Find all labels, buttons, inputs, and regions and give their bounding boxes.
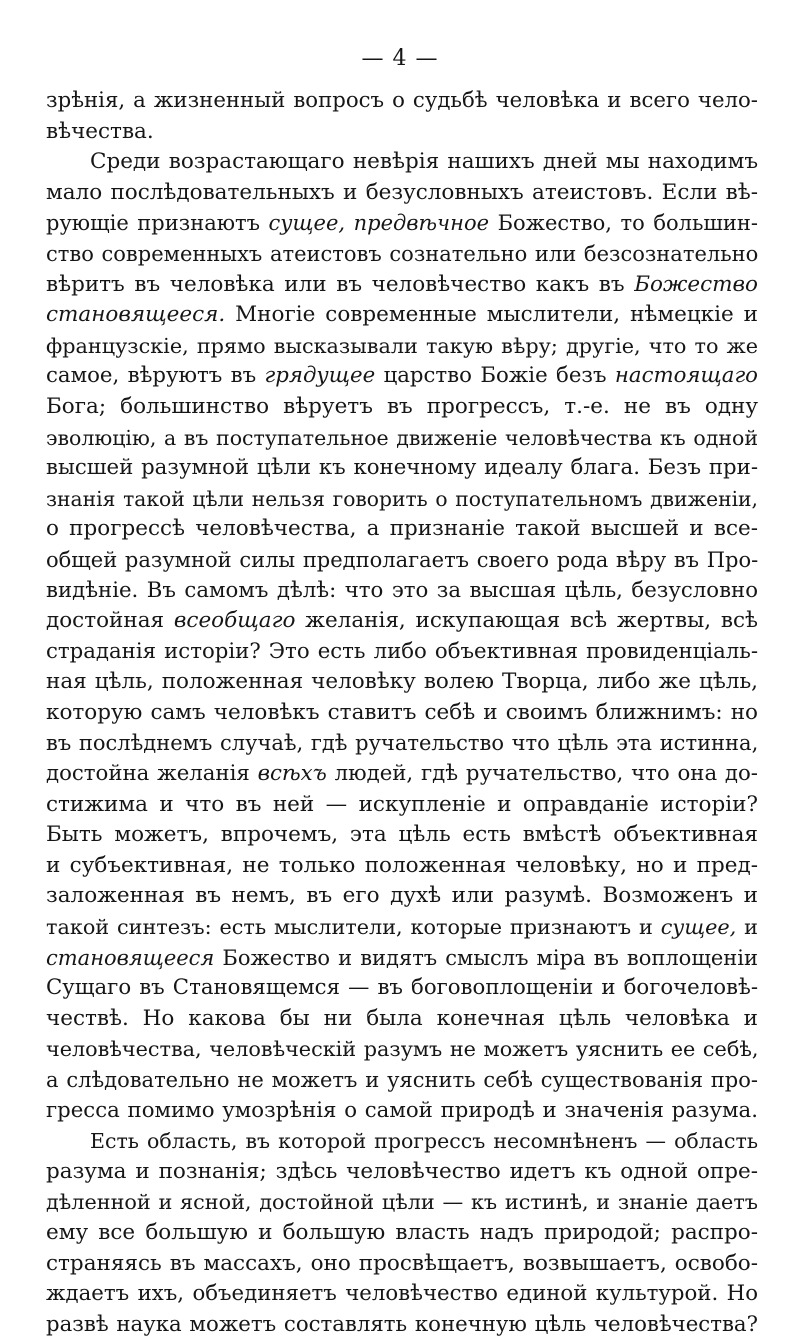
text-line (46, 361, 758, 392)
text-line (46, 178, 758, 209)
text-run: страняясь въ массахъ, оно просвѣщаетъ, возвышаетъ, освобо- (46, 1250, 758, 1276)
text-run: которую самъ человѣкъ ставитъ себѣ и своимъ ближнимъ: но (46, 699, 758, 725)
text-line (46, 698, 758, 729)
italic-text: всѣхъ (257, 761, 327, 787)
text-line (46, 300, 758, 331)
text-line (46, 1187, 758, 1218)
text-run: Быть можетъ, впрочемъ, эта цѣль есть вмѣстѣ объективная (46, 822, 758, 848)
text-run: такой синтезъ: есть мыслители, которые признаютъ и (46, 915, 661, 940)
text-line (46, 1157, 758, 1188)
text-run: о прогрессѣ человѣчества, а признаніе такой высшей и все- (46, 516, 758, 542)
text-run: ная цѣль, положенная человѣку волею Творца, либо же цѣль, (46, 669, 758, 695)
text-run: дѣленной и ясной, достойной цѣли — къ истинѣ, и знаніе даетъ (46, 1190, 758, 1215)
text-line (46, 514, 758, 545)
text-line (46, 147, 758, 178)
text-line (46, 208, 758, 239)
text-line (46, 1126, 758, 1157)
body-text (46, 86, 758, 1340)
italic-text: сущее, предвѣчное (268, 211, 490, 236)
text-run: желанія, искупающая всѣ жертвы, всѣ (295, 608, 758, 634)
text-run: заложенная въ немъ, въ его духѣ или разумѣ. Возможенъ и (46, 883, 758, 909)
text-run: Многіе современные мыслители, нѣмецкіе и (225, 302, 758, 328)
text-line (46, 239, 758, 270)
text-run: разума и познанія; здѣсь человѣчество идетъ къ одной опре- (46, 1158, 758, 1184)
italic-text: Божество (634, 271, 758, 297)
italic-text: всеобщаго (173, 608, 296, 634)
paragraph (46, 1126, 758, 1340)
text-run: французскіе, прямо высказывали такую вѣру; другіе, что то же (46, 333, 758, 358)
text-line (46, 973, 758, 1004)
text-line (46, 1096, 758, 1127)
text-run: а слѣдовательно не можетъ и уяснить себѣ существованія про- (46, 1068, 758, 1092)
italic-text: настоящаго (614, 363, 758, 389)
text-line (46, 576, 758, 607)
text-line (46, 117, 758, 148)
text-run: рующіе признаютъ (46, 211, 269, 236)
text-line (46, 1034, 758, 1065)
text-line (46, 86, 758, 117)
text-run: и (736, 915, 758, 940)
text-run: вѣчества. (46, 118, 154, 144)
text-line (46, 331, 758, 362)
text-line (46, 881, 758, 912)
text-line (46, 1310, 758, 1340)
text-run: видѣніе. Въ самомъ дѣлѣ: что это за высшая цѣль, безусловно (46, 577, 758, 603)
text-run: Божество и видятъ смыслъ міра въ воплощеніи (214, 945, 758, 970)
text-run: Бога; большинство вѣруетъ въ прогрессъ, т.-е. не въ одну (46, 393, 758, 419)
text-run: эволюцію, а въ поступательное движеніе человѣчества къ одной (46, 425, 758, 450)
text-line (46, 728, 758, 759)
paragraph (46, 147, 758, 1126)
text-line (46, 392, 758, 423)
text-run: ство современныхъ атеистовъ сознательно или безсознательно (46, 241, 759, 266)
text-run: и субъективная, не только положенная человѣку, но и пред- (46, 852, 758, 878)
text-run: достойная (46, 608, 174, 634)
text-line (46, 270, 758, 301)
text-run: гресса помимо умозрѣнія о самой природѣ и значенія разума. (46, 1097, 758, 1123)
text-run: чествѣ. Но какова бы ни была конечная цѣль человѣка и (46, 1005, 758, 1031)
text-run: людей, гдѣ ручательство, что она до- (326, 761, 758, 787)
text-run: высшей разумной цѣли къ конечному идеалу блага. Безъ при- (46, 455, 758, 481)
text-line (46, 637, 758, 668)
text-run: вѣритъ въ человѣка или въ человѣчество какъ въ (46, 271, 635, 297)
italic-text: сущее, (660, 915, 737, 940)
text-run: общей разумной силы предполагаетъ своего рода вѣру въ Про- (46, 547, 759, 572)
text-line (46, 943, 758, 974)
text-line (46, 667, 758, 698)
text-line (46, 606, 758, 637)
text-run: достойна желанія (46, 761, 258, 787)
text-line (46, 820, 758, 851)
text-line (46, 790, 758, 821)
text-run: Божество, то большин- (489, 211, 758, 236)
text-line (46, 1004, 758, 1035)
text-run: Есть область, въ которой прогрессъ несомнѣненъ — область (90, 1129, 758, 1154)
text-run: Сущаго въ Становящемся — въ боговоплощеніи и богочеловѣ- (46, 975, 758, 1001)
text-line (46, 484, 758, 515)
text-line (46, 851, 758, 882)
text-line (46, 1249, 758, 1280)
text-run: въ послѣднемъ случаѣ, гдѣ ручательство что цѣль эта истинна, (46, 731, 759, 756)
paragraph (46, 86, 758, 147)
text-run: стижима и что въ ней — искупленіе и оправданіе исторіи? (46, 791, 758, 817)
text-run: страданія исторіи? Это есть либо объективная провиденціаль- (46, 638, 758, 664)
text-run: развѣ наука можетъ составлять конечную цѣль человѣчества? (46, 1311, 758, 1337)
text-run: ждаетъ ихъ, объединяетъ человѣчество единой культурой. Но (46, 1281, 758, 1307)
text-run: царство Божіе безъ (375, 363, 615, 389)
text-line (46, 453, 758, 484)
text-run: мало послѣдовательныхъ и безусловныхъ атеистовъ. Если вѣ- (46, 179, 758, 205)
page-number: — 4 — (361, 46, 439, 71)
text-run: зрѣнія, а жизненный вопросъ о судьбѣ человѣка и всего чело- (46, 88, 758, 113)
text-run: человѣчества, человѣческій разумъ не можетъ уяснить ее себѣ, (46, 1037, 759, 1062)
italic-text: становящееся. (46, 302, 226, 328)
text-run: Среди возрастающаго невѣрія нашихъ дней мы находимъ (90, 149, 758, 175)
text-run: знанія такой цѣли нельзя говорить о поступательномъ движеніи, (46, 486, 758, 511)
text-line (46, 423, 758, 454)
text-line (46, 1279, 758, 1310)
text-line (46, 759, 758, 790)
italic-text: грядущее (264, 363, 376, 389)
italic-text: становящееся (46, 945, 215, 970)
text-line (46, 545, 758, 576)
text-line (46, 1065, 758, 1096)
text-run: самое, вѣруютъ въ (46, 363, 265, 389)
text-line (46, 1218, 758, 1249)
text-run: ему все большую и большую власть надъ природой; распро- (46, 1219, 758, 1245)
text-line (46, 912, 758, 943)
